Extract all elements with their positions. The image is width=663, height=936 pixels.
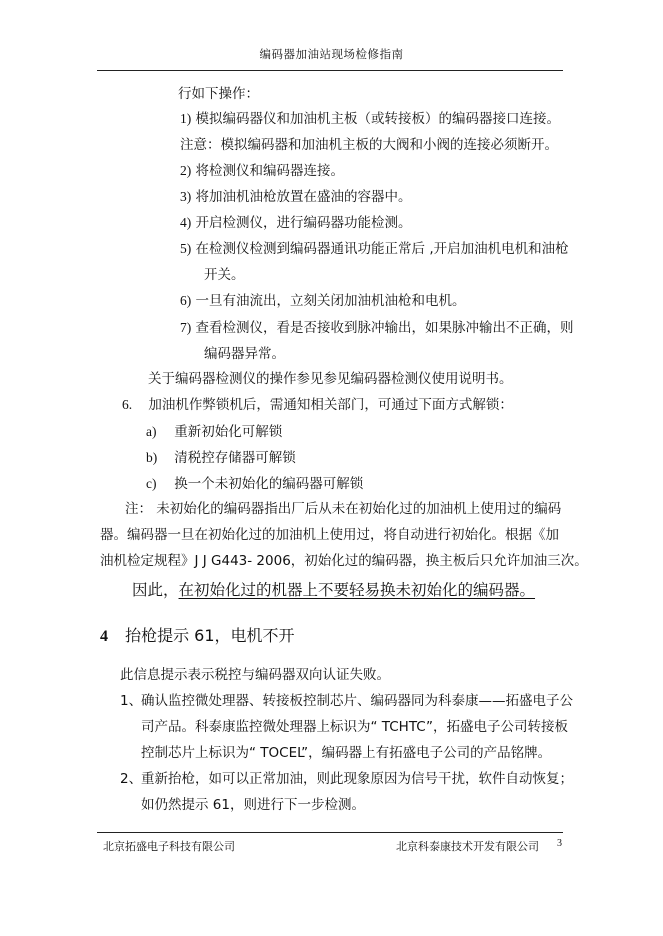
option-letter: c): [146, 476, 157, 491]
option-text: 重新初始化可解锁: [174, 424, 283, 440]
step-text: 模拟编码器仪和加油机主板（或转接板）的编码器接口连接。: [195, 111, 561, 127]
note-line-2: 器。编码器一旦在初始化过的加油机上使用过，将自动进行初始化。根据《加: [100, 527, 559, 543]
option-text: 清税控存储器可解锁: [174, 450, 296, 466]
section-item-2-no: 2、: [120, 771, 143, 787]
emphasis-line: [132, 580, 535, 600]
step-number: 5): [180, 241, 192, 256]
footer-right: 北京科泰康技术开发有限公司: [396, 840, 539, 853]
step-3: [180, 188, 412, 206]
about-note: 关于编码器检测仪的操作参见参见编码器检测仪使用说明书。: [148, 371, 513, 387]
step-7-continuation: 编码器异常。: [204, 346, 285, 362]
option-c: [146, 475, 363, 493]
step-note: [180, 136, 558, 154]
step-text: 注意：模拟编码器和加油机主板的大阀和小阀的连接必须断开。: [180, 137, 558, 153]
emphasis-prefix: 因此，: [132, 581, 179, 599]
section-item-1-line-1: 确认监控微处理器、转接板控制芯片、编码器同为科泰康——拓盛电子公: [141, 693, 573, 709]
section-item-1-line-2: 司产品。科泰康监控微处理器上标识为“ TCHTC”，拓盛电子公司转接板: [141, 719, 568, 735]
step-5: [180, 240, 569, 258]
section-item-1-line-3: 控制芯片上标识为“ TOCEL”，编码器上有拓盛电子公司的产品铭牌。: [141, 745, 552, 761]
step-text: 开启检测仪，进行编码器功能检测。: [195, 215, 412, 231]
step-number: 2): [180, 163, 192, 178]
section-item-2-line-2: 如仍然提示 61，则进行下一步检测。: [141, 797, 365, 813]
section-title: 抬枪提示 61，电机不开: [125, 626, 295, 645]
step-number: 1): [180, 111, 192, 126]
step-text: 将检测仪和编码器连接。: [195, 163, 345, 179]
step-text: 将加油机油枪放置在盛油的容器中。: [195, 189, 412, 205]
section-item-1-no: 1、: [120, 693, 143, 709]
footer-left: 北京拓盛电子科技有限公司: [103, 840, 235, 853]
step-1: [180, 110, 560, 128]
item-6: [122, 396, 513, 414]
step-5-continuation: 开关。: [204, 267, 245, 283]
section-heading: [100, 626, 295, 646]
step-number: 6): [180, 293, 192, 308]
step-7: [180, 319, 574, 337]
note-line-3: 油机检定规程》J J G443- 2006，初始化过的编码器，换主板后只允许加油三次。: [100, 553, 588, 569]
footer-rule: [97, 832, 563, 833]
option-letter: b): [146, 450, 158, 465]
option-letter: a): [146, 424, 157, 439]
step-6: [180, 292, 466, 310]
step-text: 一旦有油流出，立刻关闭加油机油枪和电机。: [195, 293, 466, 309]
section-number: 4: [100, 628, 108, 645]
section-intro: 此信息提示表示税控与编码器双向认证失败。: [120, 667, 390, 683]
step-2: [180, 162, 344, 180]
step-number: 7): [180, 320, 192, 335]
option-a: [146, 423, 282, 441]
step-text: 查看检测仪，看是否接收到脉冲输出，如果脉冲输出不正确，则: [195, 320, 574, 336]
option-b: [146, 449, 296, 467]
page-number: 3: [557, 838, 562, 849]
section-item-2-line-1: 重新抬枪，如可以正常加油，则此现象原因为信号干扰，软件自动恢复；: [141, 771, 573, 787]
note-line-1: 注： 未初始化的编码器指出厂后从未在初始化过的加油机上使用过的编码: [125, 501, 562, 517]
emphasis-underlined: 在初始化过的机器上不要轻易换未初始化的编码器。: [178, 581, 536, 599]
item-number: 6.: [122, 397, 133, 412]
step-number: 3): [180, 189, 192, 204]
header-rule: [97, 70, 563, 71]
option-text: 换一个未初始化的编码器可解锁: [174, 476, 364, 492]
steps-intro: 行如下操作：: [178, 86, 259, 102]
item-text: 加油机作弊锁机后，需通知相关部门，可通过下面方式解锁：: [148, 397, 513, 413]
page-header-title: 编码器加油站现场检修指南: [259, 47, 404, 61]
step-4: [180, 214, 412, 232]
step-number: 4): [180, 215, 192, 230]
step-text: 在检测仪检测到编码器通讯功能正常后 ,开启加油机电机和油枪: [195, 241, 569, 257]
